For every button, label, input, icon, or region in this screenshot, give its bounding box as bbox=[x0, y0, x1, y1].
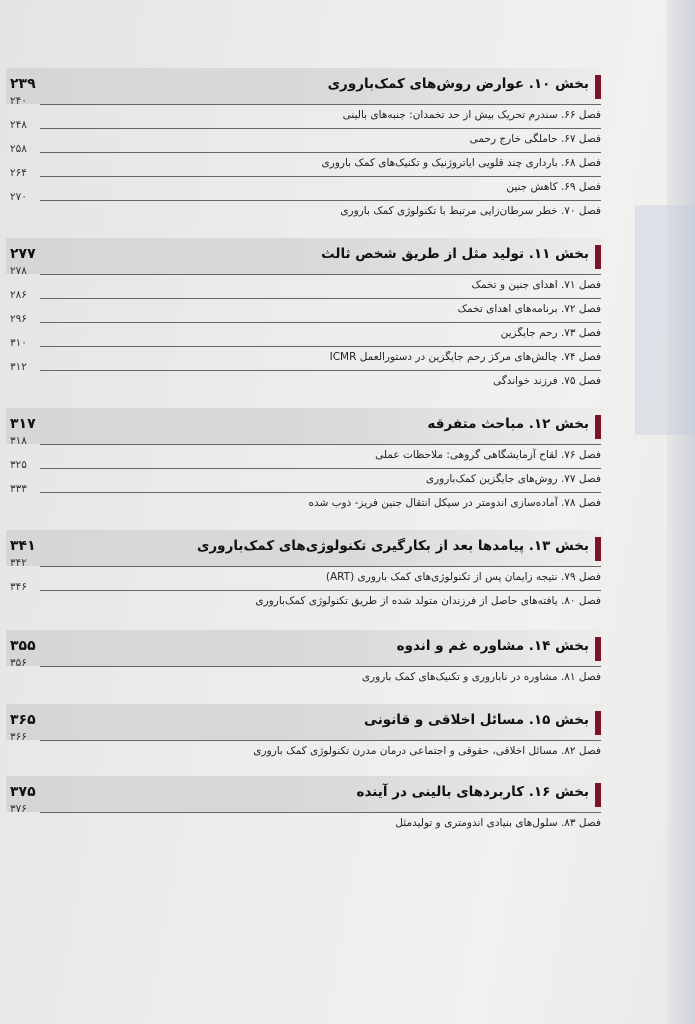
section-title: بخش ۱۱. تولید مثل از طریق شخص ثالث bbox=[321, 246, 589, 262]
section-header[interactable] bbox=[6, 238, 603, 274]
chapter-title: فصل ۷۸. آماده‌سازی اندومتر در سیکل انتقال جنین فریز- ذوب شده bbox=[308, 497, 601, 509]
chapter-title: فصل ۸۰. یافته‌های حاصل از فرزندان متولد شده از طریق تکنولوژی کمک‌باروری bbox=[255, 595, 601, 607]
chapter-page-number: ۲۵۸ bbox=[10, 143, 27, 155]
leader-line bbox=[40, 666, 601, 667]
chapter-title: فصل ۷۰. خطر سرطان‌زایی مرتبط با تکنولوژی کمک باروری bbox=[340, 205, 601, 217]
chapter-row[interactable] bbox=[6, 337, 603, 370]
section-title: بخش ۱۲. مباحث متفرقه bbox=[427, 416, 589, 432]
chapter-row[interactable] bbox=[6, 289, 603, 322]
leader-line bbox=[40, 492, 601, 493]
leader-line bbox=[40, 274, 601, 275]
section-header[interactable] bbox=[6, 408, 603, 444]
section-title: بخش ۱۶. کاربردهای بالینی در آینده bbox=[356, 784, 589, 800]
toc-section bbox=[6, 68, 603, 238]
chapter-row[interactable] bbox=[6, 731, 603, 764]
section-page-number: ۲۷۷ bbox=[10, 246, 36, 262]
section-header[interactable] bbox=[6, 776, 603, 812]
chapter-row[interactable] bbox=[6, 657, 603, 690]
leader-line bbox=[40, 566, 601, 567]
chapter-row[interactable] bbox=[6, 361, 603, 394]
chapter-page-number: ۳۵۶ bbox=[10, 657, 27, 669]
section-title: بخش ۱۳. پیامدها بعد از بکارگیری تکنولوژی‌های کمک‌باروری bbox=[197, 538, 589, 554]
chapter-title: فصل ۷۵. فرزند خواندگی bbox=[492, 375, 601, 387]
toc-section bbox=[6, 530, 603, 630]
page-edge-shadow bbox=[667, 0, 695, 1024]
section-page-number: ۲۳۹ bbox=[10, 76, 36, 92]
section-header[interactable] bbox=[6, 630, 603, 666]
chapter-row[interactable] bbox=[6, 459, 603, 492]
section-header[interactable] bbox=[6, 704, 603, 740]
chapter-page-number: ۲۹۶ bbox=[10, 313, 27, 325]
leader-line bbox=[40, 444, 601, 445]
section-page-number: ۳۵۵ bbox=[10, 638, 36, 654]
chapter-row[interactable] bbox=[6, 581, 603, 614]
leader-line bbox=[40, 176, 601, 177]
leader-line bbox=[40, 298, 601, 299]
chapter-row[interactable] bbox=[6, 557, 603, 590]
chapter-title: فصل ۶۸. بارداری چند قلویی ایاتروژنیک و تکنیک‌های کمک باروری bbox=[321, 157, 601, 169]
section-marker bbox=[595, 75, 601, 99]
chapter-title: فصل ۷۲. برنامه‌های اهدای تخمک bbox=[457, 303, 601, 315]
chapter-row[interactable] bbox=[6, 435, 603, 468]
chapter-row[interactable] bbox=[6, 191, 603, 224]
chapter-row[interactable] bbox=[6, 95, 603, 128]
chapter-page-number: ۲۶۴ bbox=[10, 167, 27, 179]
section-title: بخش ۱۴. مشاوره غم و اندوه bbox=[396, 638, 589, 654]
leader-line bbox=[40, 128, 601, 129]
toc-section bbox=[6, 776, 603, 836]
chapter-page-number: ۲۷۸ bbox=[10, 265, 27, 277]
section-title: بخش ۱۵. مسائل اخلاقی و قانونی bbox=[364, 712, 589, 728]
chapter-page-number: ۳۴۲ bbox=[10, 557, 27, 569]
leader-line bbox=[40, 740, 601, 741]
leader-line bbox=[40, 322, 601, 323]
section-marker bbox=[595, 415, 601, 439]
chapter-page-number: ۳۱۲ bbox=[10, 361, 27, 373]
leader-line bbox=[40, 104, 601, 105]
section-header[interactable] bbox=[6, 68, 603, 104]
leader-line bbox=[40, 346, 601, 347]
chapter-page-number: ۳۶۶ bbox=[10, 731, 27, 743]
section-marker bbox=[595, 783, 601, 807]
section-marker bbox=[595, 711, 601, 735]
section-page-number: ۳۷۵ bbox=[10, 784, 36, 800]
leader-line bbox=[40, 370, 601, 371]
chapter-title: فصل ۷۶. لقاح آزمایشگاهی گروهی: ملاحظات عملی bbox=[375, 449, 601, 461]
chapter-row[interactable] bbox=[6, 265, 603, 298]
chapter-row[interactable] bbox=[6, 119, 603, 152]
chapter-title: فصل ۸۲. مسائل اخلاقی، حقوقی و اجتماعی درمان مدرن تکنولوژی کمک باروری bbox=[253, 745, 601, 757]
leader-line bbox=[40, 468, 601, 469]
section-marker bbox=[595, 637, 601, 661]
leader-line bbox=[40, 590, 601, 591]
leader-line bbox=[40, 812, 601, 813]
chapter-row[interactable] bbox=[6, 167, 603, 200]
chapter-title: فصل ۷۷. روش‌های جایگزین کمک‌باروری bbox=[425, 473, 601, 485]
chapter-title: فصل ۶۶. سندرم تحریک بیش از حد تخمدان: جنبه‌های بالینی bbox=[342, 109, 601, 121]
chapter-row[interactable] bbox=[6, 143, 603, 176]
table-of-contents bbox=[6, 68, 603, 836]
chapter-page-number: ۲۴۰ bbox=[10, 95, 27, 107]
section-marker bbox=[595, 245, 601, 269]
section-page-number: ۳۴۱ bbox=[10, 538, 36, 554]
chapter-page-number: ۳۷۶ bbox=[10, 803, 27, 815]
chapter-page-number: ۳۱۰ bbox=[10, 337, 27, 349]
toc-section bbox=[6, 408, 603, 530]
section-page-number: ۳۱۷ bbox=[10, 416, 36, 432]
chapter-row[interactable] bbox=[6, 803, 603, 836]
chapter-title: فصل ۷۳. رحم جایگزین bbox=[500, 327, 601, 339]
chapter-title: فصل ۸۱. مشاوره در ناباروری و تکنیک‌های کمک باروری bbox=[361, 671, 601, 683]
section-header[interactable] bbox=[6, 530, 603, 566]
section-marker bbox=[595, 537, 601, 561]
chapter-row[interactable] bbox=[6, 313, 603, 346]
leader-line bbox=[40, 200, 601, 201]
chapter-title: فصل ۶۹. کاهش جنین bbox=[506, 181, 601, 193]
chapter-title: فصل ۸۳. سلول‌های بنیادی اندومتری و تولیدمثل bbox=[395, 817, 601, 829]
chapter-page-number: ۳۳۳ bbox=[10, 483, 27, 495]
page-edge-tint bbox=[635, 205, 695, 435]
chapter-page-number: ۲۸۶ bbox=[10, 289, 27, 301]
section-page-number: ۳۶۵ bbox=[10, 712, 36, 728]
toc-section bbox=[6, 704, 603, 776]
toc-section bbox=[6, 238, 603, 408]
chapter-row[interactable] bbox=[6, 483, 603, 516]
chapter-page-number: ۲۴۸ bbox=[10, 119, 27, 131]
chapter-page-number: ۳۴۶ bbox=[10, 581, 27, 593]
chapter-title: فصل ۷۴. چالش‌های مرکز رحم جایگزین در دستورالعمل ICMR bbox=[329, 351, 601, 363]
chapter-title: فصل ۶۷. حاملگی خارج رحمی bbox=[469, 133, 601, 145]
leader-line bbox=[40, 152, 601, 153]
chapter-page-number: ۲۷۰ bbox=[10, 191, 27, 203]
chapter-title: فصل ۷۹. نتیجه زایمان پس از تکنولوژی‌های کمک باروری (ART) bbox=[325, 571, 601, 583]
chapter-page-number: ۳۱۸ bbox=[10, 435, 27, 447]
chapter-title: فصل ۷۱. اهدای جنین و تخمک bbox=[471, 279, 601, 291]
toc-section bbox=[6, 630, 603, 704]
chapter-page-number: ۳۲۵ bbox=[10, 459, 27, 471]
section-title: بخش ۱۰. عوارض روش‌های کمک‌باروری bbox=[327, 76, 589, 92]
